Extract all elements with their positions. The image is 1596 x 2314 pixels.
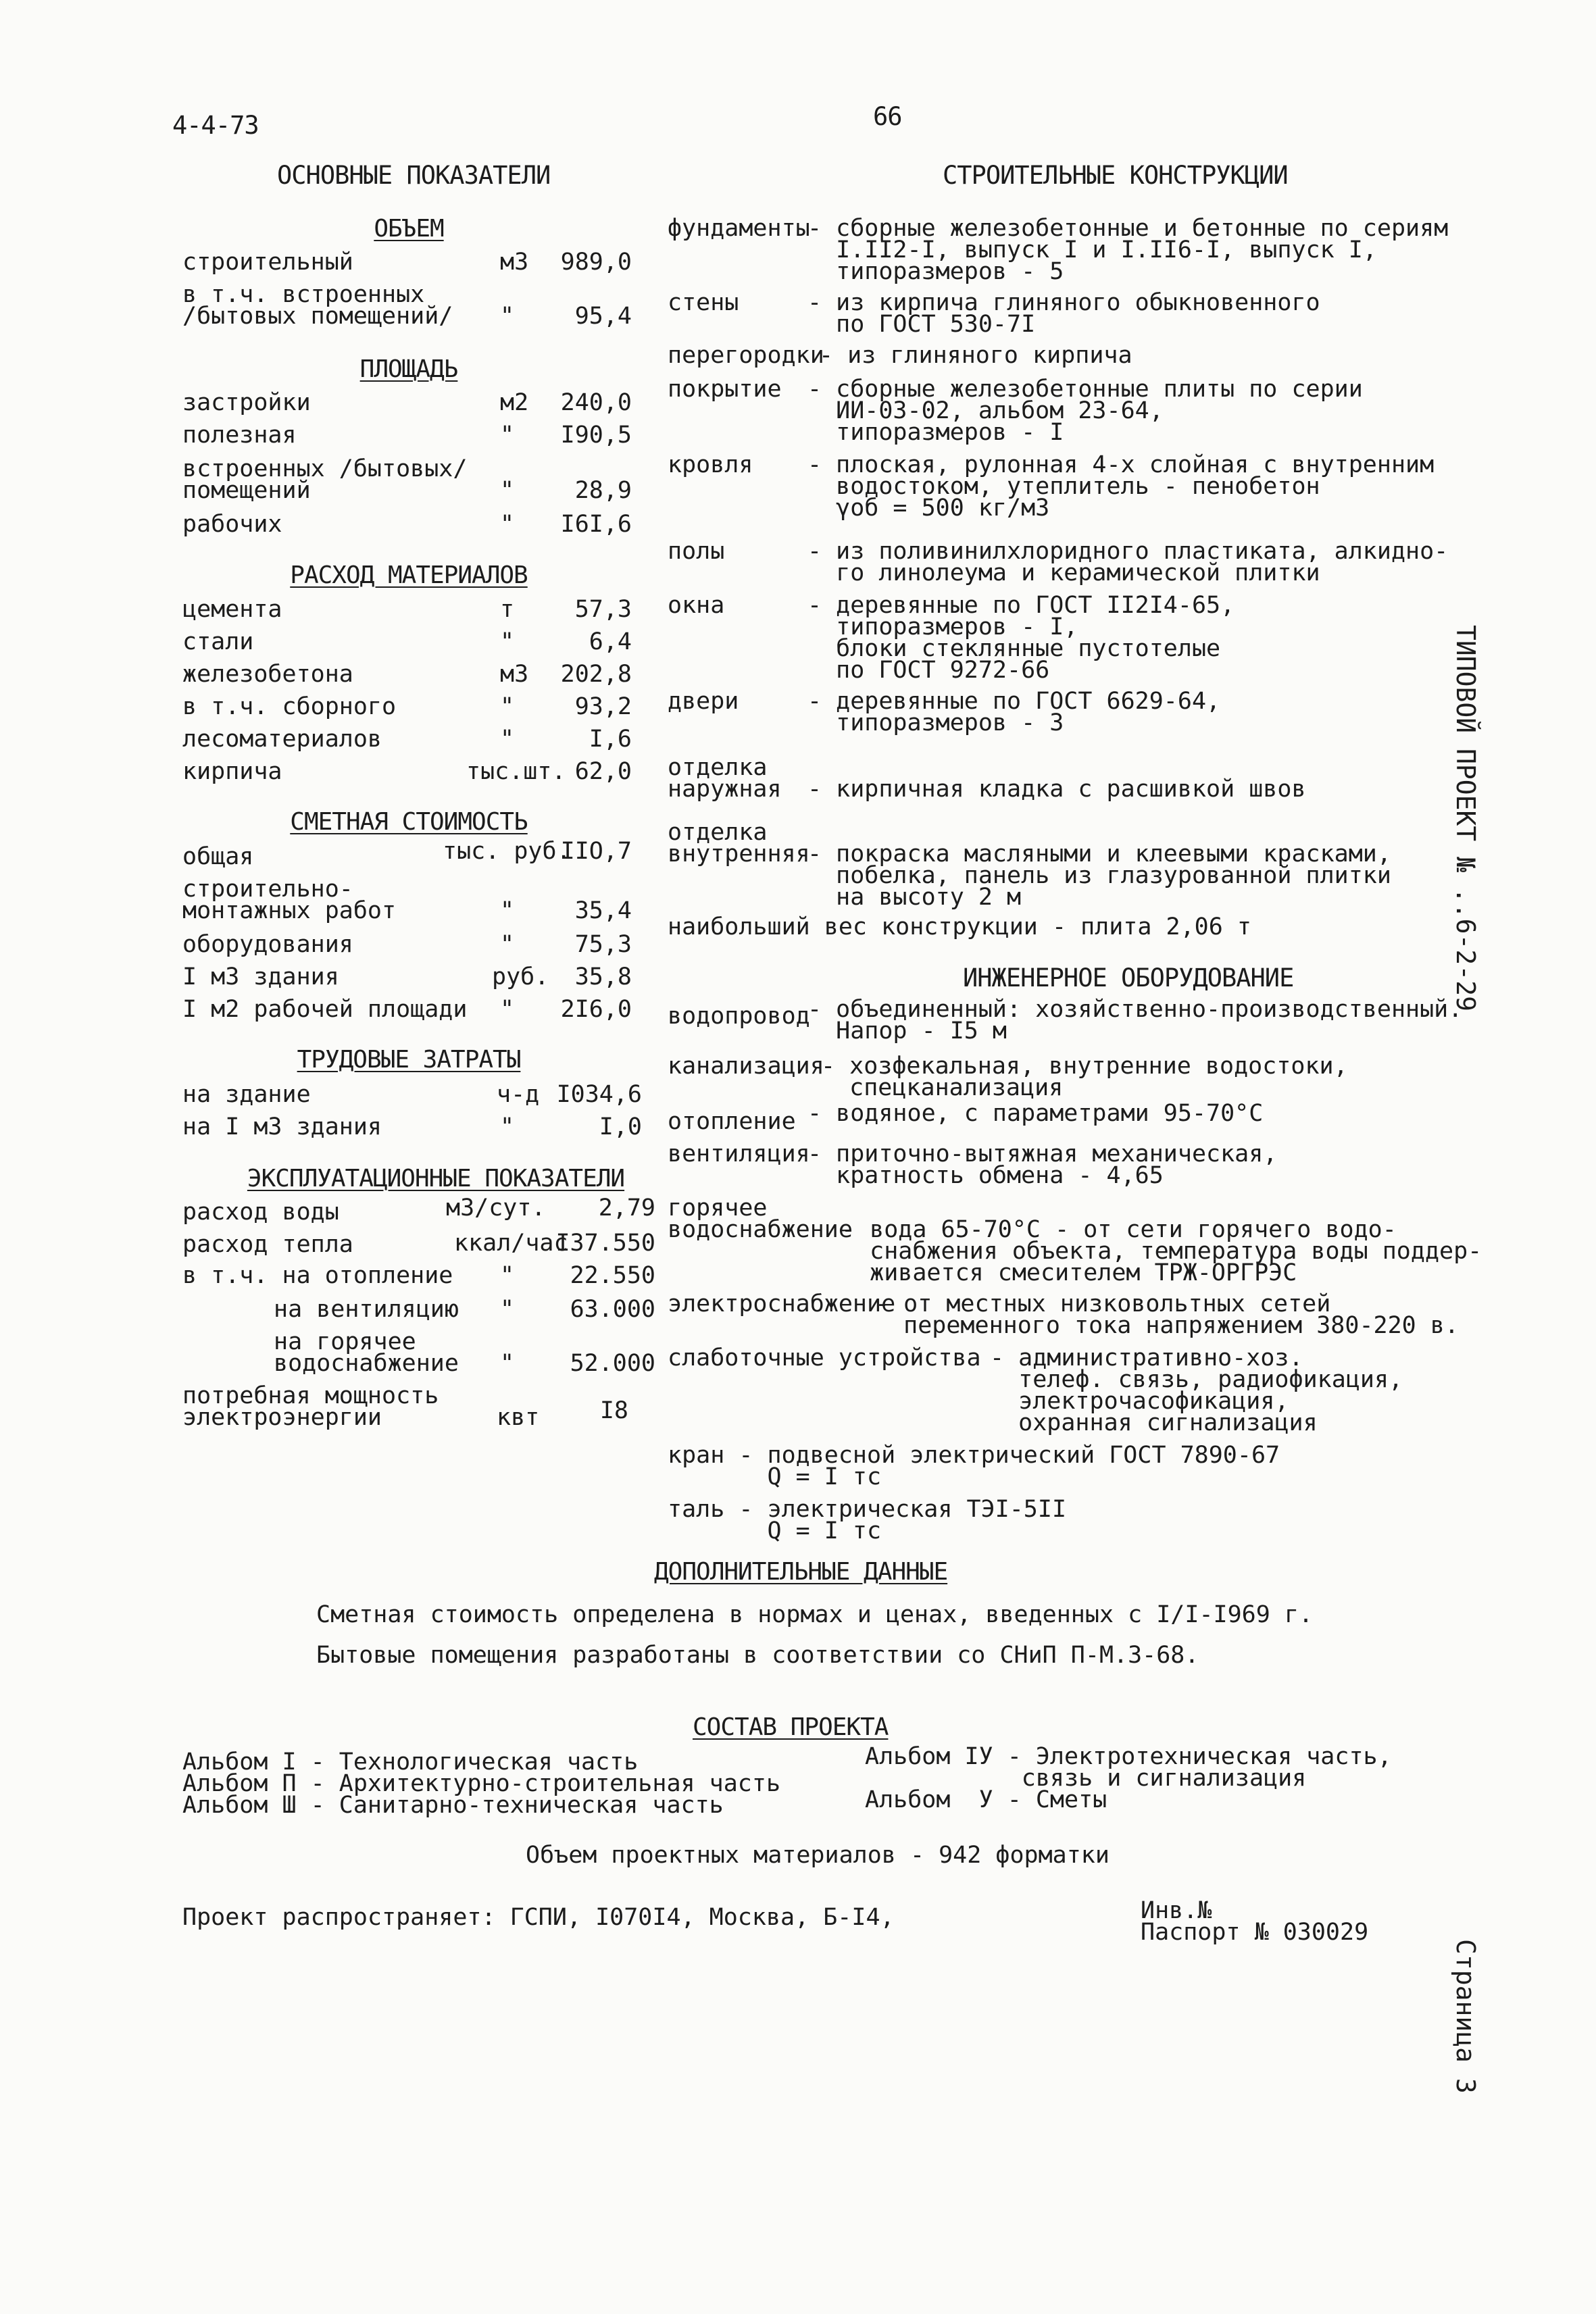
additional-title: ДОПОЛНИТЕЛЬНЫЕ ДАННЫЕ	[654, 1558, 948, 1586]
construction-text: - покраска масляными и клеевыми красками, побелка, панель из глазурованной плитки на высоту 2 м	[807, 840, 1391, 911]
indicator-label: стали	[182, 628, 254, 655]
construction-label: стены	[668, 289, 739, 316]
indicator-unit: "	[500, 1350, 515, 1377]
indicator-unit: ккал/час	[454, 1230, 568, 1257]
labor-heading: ТРУДОВЫЕ ЗАТРАТЫ	[297, 1046, 521, 1074]
indicator-label: на горячее водоснабжение	[274, 1328, 459, 1377]
indicator-label: в т.ч. сборного	[182, 693, 397, 720]
additional-line: Сметная стоимость определена в нормах и ценах, введенных с I/I-I969 г.	[316, 1601, 1314, 1628]
indicator-value: 75,3	[574, 931, 632, 958]
indicator-unit: тыс.шт.	[466, 758, 566, 785]
indicator-value: 22.550	[570, 1262, 655, 1289]
construction-text: - из глиняного кирпича	[819, 342, 1132, 369]
indicator-unit: квт	[497, 1404, 540, 1431]
indicator-value: I,0	[599, 1113, 642, 1140]
indicator-unit: "	[500, 628, 515, 655]
indicator-label: лесоматериалов	[182, 726, 382, 753]
indicator-unit: "	[500, 931, 515, 958]
indicator-label: I м3 здания	[182, 963, 339, 990]
indicator-unit: "	[500, 477, 515, 504]
construction-text: - сборные железобетонные плиты по серии ИИ-03-02, альбом 23-64, типоразмеров - I	[807, 376, 1363, 446]
indicator-unit: "	[500, 996, 515, 1023]
construction-label: покрытие	[668, 376, 782, 403]
doc-code: 4-4-73	[172, 111, 259, 140]
indicator-value: 52.000	[570, 1350, 655, 1377]
construction-label: полы	[668, 538, 725, 565]
indicator-value: I8	[599, 1397, 628, 1424]
volume-heading: ОБЪЕМ	[374, 215, 444, 243]
operation-heading: ЭКСПЛУАТАЦИОННЫЕ ПОКАЗАТЕЛИ	[247, 1165, 625, 1192]
indicator-value: 62,0	[574, 758, 632, 785]
inventory-passport: Инв.№ Паспорт № 030029	[1141, 1897, 1369, 1946]
indicator-label: на здание	[182, 1081, 311, 1108]
engineering-text: - от местных низковольтных сетей переменного тока напряжением 380-220 в.	[875, 1290, 1459, 1339]
indicator-value: 57,3	[574, 596, 632, 623]
indicator-label: общая	[182, 843, 254, 870]
indicator-unit: т	[500, 596, 515, 623]
construction-label: отделка наружная	[668, 754, 782, 803]
indicator-value: 202,8	[560, 661, 632, 688]
construction-text: - деревянные по ГОСТ II2I4-65, типоразмеров - I, блоки стеклянные пустотелые по ГОСТ 9272-66	[807, 592, 1235, 684]
indicator-label: цемента	[182, 596, 282, 623]
indicator-unit: "	[500, 897, 515, 924]
constructions-title: СТРОИТЕЛЬНЫЕ КОНСТРУКЦИИ	[943, 161, 1288, 190]
construction-label: перегородки	[668, 342, 824, 369]
engineering-label: электроснабжение	[668, 1290, 896, 1317]
composition-albums-left: Альбом I - Технологическая часть Альбом П - Архитектурно-строительная часть Альбом Ш - Санитарно-техническая часть	[182, 1749, 781, 1819]
indicator-label: полезная	[182, 422, 297, 449]
indicator-value: 28,9	[574, 477, 632, 504]
indicator-label: на вентиляцию	[274, 1296, 459, 1323]
engineering-label: отопление	[668, 1108, 796, 1135]
indicator-unit: "	[500, 1296, 515, 1323]
construction-text: - деревянные по ГОСТ 6629-64, типоразмеров - 3	[807, 688, 1221, 736]
construction-label: окна	[668, 592, 725, 619]
area-heading: ПЛОЩАДЬ	[359, 355, 458, 383]
indicator-value: 93,2	[574, 693, 632, 720]
indicator-label: встроенных /бытовых/ помещений	[182, 455, 468, 504]
indicator-label: строительный	[182, 249, 353, 276]
composition-albums-right: Альбом IУ - Электротехническая часть, связь и сигнализация Альбом У - Сметы	[865, 1743, 1392, 1813]
indicator-value: 63.000	[570, 1296, 655, 1323]
materials-volume: Объем проектных материалов - 942 форматки	[526, 1842, 1109, 1869]
indicator-label: расход воды	[182, 1199, 339, 1226]
indicator-value: I90,5	[560, 422, 632, 449]
indicator-value: 6,4	[589, 628, 632, 655]
indicator-label: I м2 рабочей площади	[182, 996, 468, 1023]
construction-text: - сборные железобетонные и бетонные по сериям I.II2-I, выпуск I и I.II6-I, выпуск I, типоразмеров - 5	[807, 215, 1449, 285]
indicator-label: на I м3 здания	[182, 1113, 382, 1140]
indicator-label: кирпича	[182, 758, 282, 785]
indicator-label: потребная мощность электроэнергии	[182, 1382, 439, 1431]
indicator-unit: "	[500, 726, 515, 753]
cost-heading: СМЕТНАЯ СТОИМОСТЬ	[290, 808, 528, 836]
crane: кран - подвесной электрический ГОСТ 7890-67 Q = I тс	[668, 1442, 1280, 1490]
margin-project-number: ТИПОВОЙ ПРОЕКТ № ..6-2-29	[1451, 625, 1480, 1011]
heaviest-construction: наибольший вес конструкции - плита 2,06 т	[668, 913, 1251, 940]
materials-heading: РАСХОД МАТЕРИАЛОВ	[290, 561, 528, 589]
engineering-text: - водяное, с параметрами 95-70°С	[807, 1100, 1264, 1127]
engineering-text: - вода 65-70°С - от сети горячего водо- снабжения объекта, температура воды поддер- живается смесителем ТРЖ-ОРГРЭС	[841, 1216, 1482, 1286]
engineering-label: канализация	[668, 1053, 824, 1080]
indicator-value: 35,4	[574, 897, 632, 924]
indicator-unit: "	[500, 422, 515, 449]
indicator-unit: "	[500, 1113, 515, 1140]
construction-label: кровля	[668, 451, 753, 478]
indicator-unit: "	[500, 693, 515, 720]
indicator-value: 95,4	[574, 303, 632, 330]
construction-text: - из кирпича глиняного обыкновенного по ГОСТ 530-7I	[807, 289, 1320, 338]
main-indicators-title: ОСНОВНЫЕ ПОКАЗАТЕЛИ	[277, 161, 551, 190]
engineering-label: вентиляция	[668, 1140, 810, 1167]
indicator-label: рабочих	[182, 511, 282, 538]
indicator-value: I034,6	[556, 1081, 642, 1108]
construction-label: двери	[668, 688, 739, 715]
indicator-value: 35,8	[574, 963, 632, 990]
composition-title: СОСТАВ ПРОЕКТА	[693, 1713, 889, 1741]
indicator-value: I,6	[589, 726, 632, 753]
page-number: 66	[873, 102, 902, 131]
indicator-value: 240,0	[560, 389, 632, 416]
indicator-unit: "	[500, 511, 515, 538]
engineering-label: водопровод	[668, 1003, 810, 1030]
additional-line: Бытовые помещения разработаны в соответствии со СНиП П-М.3-68.	[316, 1642, 1199, 1669]
indicator-unit: м2	[500, 389, 529, 416]
construction-text: - из поливинилхлоридного пластиката, алкидно- го линолеума и керамической плитки	[807, 538, 1449, 586]
indicator-unit: ч-д	[497, 1081, 540, 1108]
engineering-text: - хозфекальная, внутренние водостоки, спецканализация	[821, 1053, 1348, 1101]
distributor: Проект распространяет: ГСПИ, I070I4, Москва, Б-I4,	[182, 1904, 895, 1931]
indicator-unit: м3	[500, 661, 529, 688]
engineering-text: - объединенный: хозяйственно-производственный. Напор - I5 м	[807, 996, 1463, 1045]
indicator-unit: "	[500, 1262, 515, 1289]
engineering-label: горячее водоснабжение	[668, 1194, 853, 1243]
indicator-unit: руб.	[492, 963, 549, 990]
indicator-label: в т.ч. на отопление	[182, 1262, 453, 1289]
construction-label: отделка внутренняя	[668, 819, 810, 867]
construction-text: - кирпичная кладка с расшивкой швов	[807, 776, 1306, 803]
indicator-value: 989,0	[560, 249, 632, 276]
indicator-label: в т.ч. встроенных /бытовых помещений/	[182, 281, 453, 330]
engineering-title: ИНЖЕНЕРНОЕ ОБОРУДОВАНИЕ	[963, 963, 1294, 992]
indicator-label: строительно- монтажных работ	[182, 876, 397, 924]
margin-page-label: Страница 3	[1451, 1939, 1480, 2094]
indicator-label: застройки	[182, 389, 311, 416]
indicator-value: 2I6,0	[560, 996, 632, 1023]
construction-label: фундаменты	[668, 215, 810, 242]
indicator-unit: тыс. руб.	[443, 838, 571, 865]
engineering-label: слаботочные устройства	[668, 1344, 981, 1372]
engineering-text: - административно-хоз. телеф. связь, радиофикация, электрочасофикация, охранная сигнализация	[990, 1344, 1403, 1436]
indicator-value: I37.550	[555, 1230, 655, 1257]
indicator-value: IIO,7	[560, 838, 632, 865]
engineering-text: - приточно-вытяжная механическая, кратность обмена - 4,65	[807, 1140, 1278, 1189]
indicator-label: оборудования	[182, 931, 353, 958]
indicator-unit: м3	[500, 249, 529, 276]
hoist: таль - электрическая ТЭI-5II Q = I тс	[668, 1496, 1067, 1544]
indicator-value: I6I,6	[560, 511, 632, 538]
indicator-label: железобетона	[182, 661, 353, 688]
indicator-label: расход тепла	[182, 1231, 353, 1258]
indicator-value: 2,79	[598, 1194, 655, 1222]
indicator-unit: "	[500, 303, 515, 330]
construction-text: - плоская, рулонная 4-х слойная с внутренним водостоком, утеплитель - пенобетон γоб = 500 кг/м3	[807, 451, 1435, 522]
indicator-unit: м3/сут.	[446, 1194, 546, 1222]
